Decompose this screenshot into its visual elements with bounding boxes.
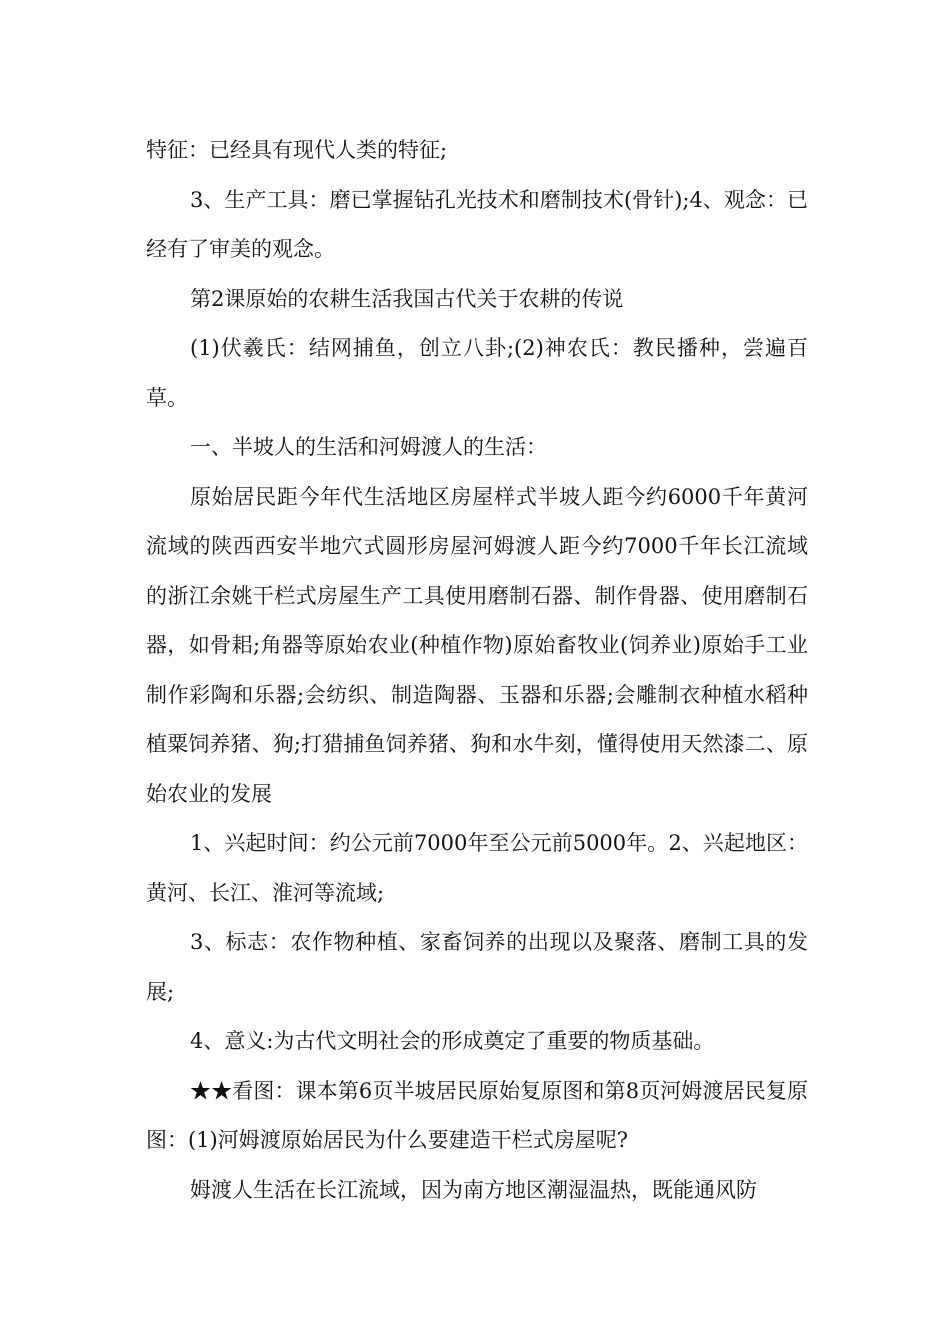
- paragraph-significance: 4、意义:为古代文明社会的形成奠定了重要的物质基础。: [190, 1029, 715, 1053]
- paragraph-tools-concepts: 3、生产工具：磨已掌握钻孔光技术和磨制技术(骨针);4、观念：已经有了审美的观念。: [146, 187, 808, 261]
- paragraph-look-at-pictures: ★★看图：课本第6页半坡居民原始复原图和第8页河姆渡居民复原图：(1)河姆渡原始居民为什么要建造干栏式房屋呢?: [146, 1078, 808, 1152]
- paragraph-hemudu-answer: 姆渡人生活在长江流域，因为南方地区潮湿温热，既能通风防: [190, 1177, 757, 1202]
- paragraph-signs: 3、标志：农作物种植、家畜饲养的出现以及聚落、磨制工具的发展;: [146, 930, 808, 1004]
- paragraph-lesson-2-heading: 第2课原始的农耕生活我国古代关于农耕的传说: [190, 286, 624, 311]
- paragraph-section-one-heading: 一、半坡人的生活和河姆渡人的生活：: [190, 435, 547, 459]
- paragraph-banpo-hemudu-comparison: 原始居民距今年代生活地区房屋样式半坡人距今约6000千年黄河流域的陕西西安半地穴式圆形房屋河姆渡人距今约7000千年长江流域的浙江余姚干栏式房屋生产工具使用磨制石器、制作骨器、使用磨制石器，如骨耜;角器等原始农业(种植作物)原始畜牧业(饲养业)原始手工业制作彩陶和乐器;会纺织、制造陶器、玉器和乐器;会雕制衣种植水稻种植粟饲养猪、狗;打猎捕鱼饲养猪、狗和水牛刻，懂得使用天然漆二、原始农业的发展: [146, 484, 808, 806]
- paragraph-features: 特征：已经具有现代人类的特征;: [146, 138, 448, 162]
- document-body: [146, 126, 808, 1215]
- paragraph-rise-time-region: 1、兴起时间：约公元前7000年至公元前5000年。2、兴起地区：黄河、长江、淮河等流域;: [146, 831, 808, 905]
- paragraph-legends: (1)伏羲氏：结网捕鱼，创立八卦;(2)神农氏：教民播种，尝遍百草。: [146, 336, 808, 410]
